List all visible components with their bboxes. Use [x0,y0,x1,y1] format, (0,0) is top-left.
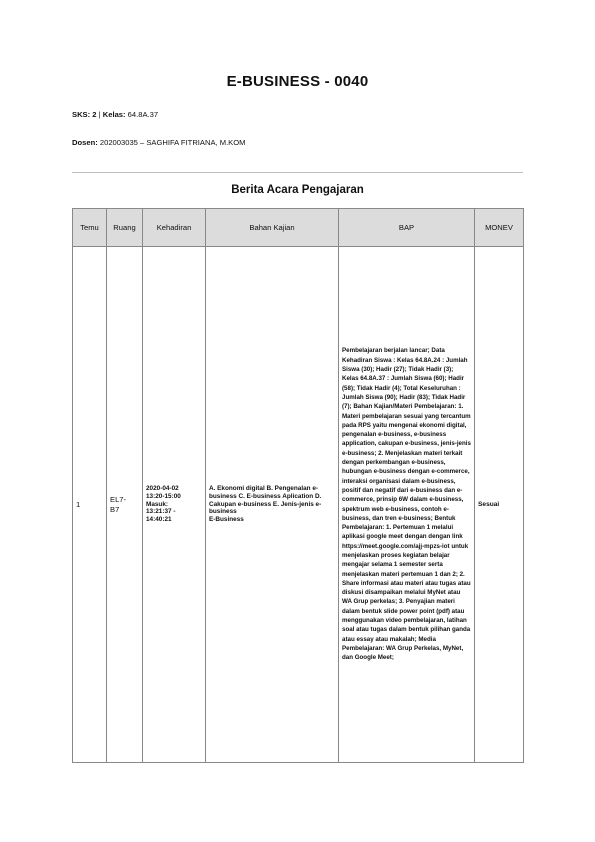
cell-ruang: EL7- B7 [107,247,143,763]
sks-label: SKS: [72,110,91,119]
course-meta [72,110,158,119]
meta-separator: | [98,110,101,119]
table-row [73,247,524,763]
table-header-row [73,209,524,247]
section-title: Berita Acara Pengajaran [231,184,364,196]
bap-table [72,208,524,763]
sks-value: 2 [92,110,97,119]
kelas-value: 64.8A.37 [127,110,159,119]
header-bahan-kajian: Bahan Kajian [206,209,339,247]
cell-monev: Sesuai [475,247,524,763]
section-divider [72,172,523,173]
lecturer-meta [72,138,245,147]
dosen-value: 202003035 – SAGHIFA FITRIANA, M.KOM [99,138,246,147]
page-title: E-BUSINESS - 0040 [226,73,369,90]
header-temu: Temu [73,209,107,247]
cell-bap: Pembelajaran berjalan lancar; Data Kehadiran Siswa : Kelas 64.8A.24 : Jumlah Siswa (30); Hadir (27); Tidak Hadir (3); Kelas 64.8A.37 : Jumlah Siswa (60); Hadir (58); Tidak Hadir (4); Total Keseluruhan : Jumlah Siswa (90); Hadir (83); Tidak Hadir (7); Bahan Kajian/Materi Pembelajaran: 1. Materi pembelajaran sesuai yang tercantum pada RPS yaitu mengenai ekonomi digital, pengenalan e-business, e-business application, cakupan e-business, jenis-jenis e-business; 2. Menjelaskan materi terkait dengan perkembangan e-business, hubungan e-business dengan e-commerce, interaksi organisasi dalam e-business, positif dan negatif dari e-business dan e-commerce, prinsip 6W dalam e-business, spektrum web e-business, contoh e-business, dan tren e-business; Bentuk Pembelajaran: 1. Pertemuan 1 melalui aplikasi google meet dengan dengan link https://meet.google.com/ajj-mpzs-iot untuk menjelaskan proses kegiatan belajar mengajar selama 1 semester serta menjelaskan materi pertemuan 1 dan 2; 2. Share informasi atau materi atau tugas atau diskusi disampaikan melalui MyNet atau WA Grup perkelas; 3. Penyajian materi dalam bentuk slide power point (pdf) atau menggunakan video pembelajaran, latihan soal atau tugas dalam bentuk pilihan ganda atau essay atau makalah; Media Pembelajaran: WA Grup Perkelas, MyNet, dan Google Meet; [339,247,475,763]
header-ruang: Ruang [107,209,143,247]
header-kehadiran: Kehadiran [143,209,206,247]
dosen-label: Dosen: [72,138,98,147]
header-monev: MONEV [475,209,524,247]
cell-bahan-kajian: A. Ekonomi digital B. Pengenalan e-business C. E-business Aplication D. Cakupan e-business E. Jenis-jenis e-business E-Business [206,247,339,763]
kelas-label: Kelas: [102,110,126,119]
header-bap: BAP [339,209,475,247]
cell-temu: 1 [73,247,107,763]
cell-kehadiran: 2020-04-02 13:20-15:00 Masuk: 13:21:37 - 14:40:21 [143,247,206,763]
